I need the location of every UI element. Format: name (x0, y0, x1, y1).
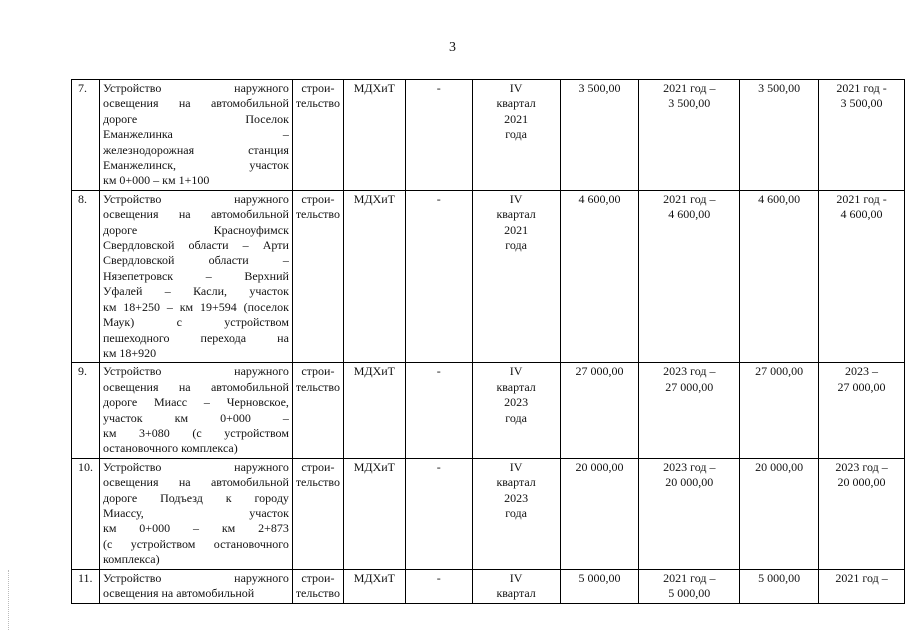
work-type-line: строи- (301, 364, 335, 379)
object-name-line: км 0+000 – км 1+100 (102, 173, 210, 188)
completion-term (472, 569, 560, 603)
row-number: 9. (72, 363, 100, 458)
object-name-line: Свердловской области – (102, 253, 289, 268)
financing-schedule-2 (819, 363, 905, 458)
row-number: 8. (72, 190, 100, 362)
object-name-line: Еманжелинка – (102, 127, 289, 142)
object-name-line: дороге Миасс – Черновское, (102, 395, 289, 410)
customer: МДХиТ (343, 569, 405, 603)
work-type-line: тельство (295, 96, 340, 111)
work-type (292, 458, 343, 569)
object-name (99, 190, 292, 362)
completion-term-line: квартал (496, 475, 536, 490)
table-row (72, 569, 905, 603)
table-row (72, 363, 905, 458)
financing-schedule (639, 569, 740, 603)
financing-schedule-line: 2023 год – (663, 459, 716, 474)
object-name-line: (с устройством остановочного (102, 536, 289, 551)
object-name (99, 458, 292, 569)
object-name-line: освещения на автомобильной (102, 379, 289, 394)
work-type-line: тельство (295, 586, 340, 600)
object-name-line: Еманжелинск, участок (102, 158, 289, 173)
financing-schedule-line: 2021 год – (663, 570, 716, 585)
financing-schedule (639, 80, 740, 191)
estimated-cost: 5 000,00 (560, 569, 639, 603)
completion-term-line: года (505, 505, 527, 520)
object-name-line: Свердловской области – Арти (102, 238, 289, 253)
object-name-line: железнодорожная станция (102, 142, 289, 157)
financing-schedule-line: 3 500,00 (668, 96, 711, 111)
work-type (292, 363, 343, 458)
object-name-line: Устройство наружного (102, 191, 289, 206)
completion-term-line: квартал (496, 207, 536, 222)
financing-schedule-line: 2021 год – (663, 81, 716, 95)
customer: МДХиТ (343, 363, 405, 458)
financing-amount: 27 000,00 (740, 363, 819, 458)
row-number: 10. (72, 458, 100, 569)
object-name-line: км 0+000 – км 2+873 (102, 521, 289, 536)
financing-schedule (639, 363, 740, 458)
object-name (99, 569, 292, 603)
financing-schedule-2-line: 2021 год – (835, 570, 888, 585)
estimated-cost: 20 000,00 (560, 458, 639, 569)
dash-cell: - (405, 363, 472, 458)
financing-amount: 5 000,00 (740, 569, 819, 603)
work-type-line: строи- (301, 81, 335, 95)
financing-schedule-2 (819, 458, 905, 569)
work-type-line: строи- (301, 570, 335, 585)
work-type (292, 190, 343, 362)
financing-schedule-line: 4 600,00 (668, 207, 711, 222)
object-name-line: Уфалей – Касли, участок (102, 284, 289, 299)
financing-schedule-2 (819, 569, 905, 603)
completion-term-line: 2021 (504, 222, 529, 237)
object-name-line: дороге Поселок (102, 111, 289, 126)
estimated-cost: 4 600,00 (560, 190, 639, 362)
completion-term-line: IV (509, 81, 523, 95)
object-name-line: дороге Красноуфимск (102, 222, 289, 237)
object-name-line: пешеходного перехода на (102, 330, 289, 345)
object-name-line: км 18+250 – км 19+594 (поселок (102, 299, 289, 314)
financing-schedule-2-line: 3 500,00 (840, 96, 883, 111)
completion-term-line: IV (509, 570, 523, 585)
completion-term-line: квартал (496, 586, 536, 600)
object-name-line: км 18+920 (102, 345, 157, 360)
financing-schedule-2 (819, 80, 905, 191)
financing-schedule-2 (819, 190, 905, 362)
financing-schedule-2-line: 20 000,00 (837, 475, 886, 490)
financing-schedule-2-line: 2021 год - (836, 191, 887, 206)
customer: МДХиТ (343, 458, 405, 569)
completion-term-line: года (505, 127, 527, 142)
financing-amount: 4 600,00 (740, 190, 819, 362)
table-row (72, 80, 905, 191)
financing-schedule (639, 458, 740, 569)
row-number: 7. (72, 80, 100, 191)
dash-cell: - (405, 569, 472, 603)
object-name-line: Устройство наружного (102, 459, 289, 474)
completion-term (472, 458, 560, 569)
object-name-line: освещения на автомобильной (102, 96, 289, 111)
object-name-line: Устройство наружного (102, 364, 289, 379)
dash-cell: - (405, 80, 472, 191)
work-type (292, 569, 343, 603)
completion-term-line: квартал (496, 96, 536, 111)
customer: МДХиТ (343, 190, 405, 362)
financing-schedule-2-line: 2023 – (845, 364, 879, 379)
financing-schedule-line: 2021 год – (663, 191, 716, 206)
object-name-line: Устройство наружного (102, 570, 289, 585)
completion-term-line: 2023 (504, 395, 529, 410)
object-name-line: освещения на автомобильной (102, 586, 255, 600)
object-name-line: участок км 0+000 – (102, 410, 289, 425)
estimated-cost: 27 000,00 (560, 363, 639, 458)
financing-schedule-2-line: 27 000,00 (837, 379, 886, 394)
work-type-line: тельство (295, 207, 340, 222)
dash-cell: - (405, 190, 472, 362)
object-name (99, 363, 292, 458)
object-name-line: км 3+080 (с устройством (102, 425, 289, 440)
object-name-line: комплекса) (102, 552, 160, 567)
estimated-cost: 3 500,00 (560, 80, 639, 191)
object-name-line: Нязепетровск – Верхний (102, 268, 289, 283)
scan-edge-mark (8, 570, 10, 630)
completion-term-line: IV (509, 364, 523, 379)
financing-schedule-2-line: 2023 год – (835, 459, 888, 474)
completion-term-line: IV (509, 459, 523, 474)
object-name-line: освещения на автомобильной (102, 475, 289, 490)
table-row (72, 190, 905, 362)
work-type-line: строи- (301, 459, 335, 474)
object-name-line: дороге Подъезд к городу (102, 490, 289, 505)
dash-cell: - (405, 458, 472, 569)
work-type-line: строи- (301, 191, 335, 206)
work-type (292, 80, 343, 191)
page-number: 3 (449, 40, 456, 55)
row-number: 11. (72, 569, 100, 603)
financing-amount: 3 500,00 (740, 80, 819, 191)
financing-schedule-line: 5 000,00 (668, 586, 711, 600)
financing-schedule-2-line: 4 600,00 (840, 207, 883, 222)
completion-term-line: года (505, 238, 527, 253)
financing-amount: 20 000,00 (740, 458, 819, 569)
object-name-line: Маук) с устройством (102, 315, 289, 330)
completion-term-line: 2021 (504, 111, 529, 126)
object-name-line: освещения на автомобильной (102, 207, 289, 222)
object-name-line: Устройство наружного (102, 81, 289, 95)
financing-schedule (639, 190, 740, 362)
completion-term-line: IV (509, 191, 523, 206)
financing-schedule-line: 20 000,00 (665, 475, 714, 490)
work-type-line: тельство (295, 379, 340, 394)
completion-term (472, 80, 560, 191)
objects-table (71, 79, 905, 604)
completion-term (472, 190, 560, 362)
financing-schedule-line: 27 000,00 (665, 379, 714, 394)
object-name-line: Миассу, участок (102, 505, 289, 520)
customer: МДХиТ (343, 80, 405, 191)
work-type-line: тельство (295, 475, 340, 490)
financing-schedule-2-line: 2021 год - (836, 81, 887, 95)
completion-term-line: года (505, 410, 527, 425)
financing-schedule-line: 2023 год – (663, 364, 716, 379)
object-name-line: остановочного комплекса) (102, 441, 238, 456)
table-row (72, 458, 905, 569)
completion-term (472, 363, 560, 458)
table-body (72, 80, 905, 604)
completion-term-line: 2023 (504, 490, 529, 505)
completion-term-line: квартал (496, 379, 536, 394)
object-name (99, 80, 292, 191)
